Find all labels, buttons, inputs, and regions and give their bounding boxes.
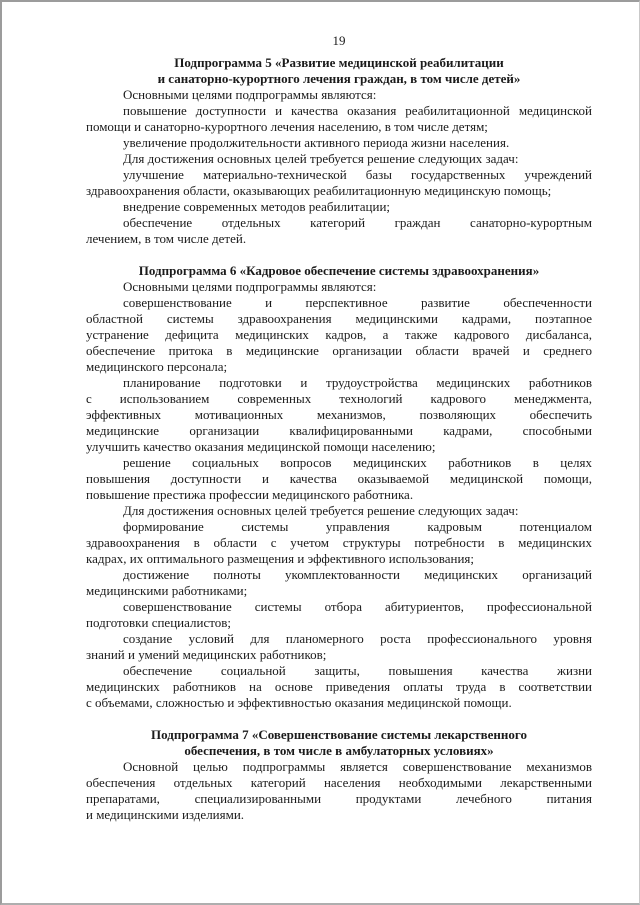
text-line: повышение доступности и качества оказания реабилитационной медицинской: [123, 103, 592, 118]
paragraph: [86, 135, 592, 151]
text-line: Основной целью подпрограммы является совершенствование механизмов: [123, 759, 592, 774]
text-line: внедрение современных методов реабилитации;: [123, 199, 391, 214]
text-line: медицинскими работниками;: [86, 583, 248, 598]
text-line: и медицинскими изделиями.: [86, 807, 245, 822]
text-line: медицинского персонала;: [86, 359, 228, 374]
text-line: улучшить качество оказания медицинской помощи населению;: [86, 439, 436, 454]
text-line: препаратами, специализированными продуктами лечебного питания: [86, 791, 592, 806]
paragraph: [86, 455, 592, 503]
text-line: совершенствование системы отбора абитуриентов, профессиональной: [123, 599, 592, 614]
text-line: совершенствование и перспективное развитие обеспеченности: [123, 295, 592, 310]
text-line: лечением, в том числе детей.: [86, 231, 247, 246]
paragraph: [86, 103, 592, 135]
heading-line: Подпрограмма 5 «Развитие медицинской реабилитации: [174, 55, 504, 70]
text-line: Основными целями подпрограммы являются:: [123, 279, 377, 294]
paragraph: [86, 599, 592, 631]
paragraph: [86, 199, 592, 215]
text-line: эффективных мотивационных механизмов, позволяющих обеспечить: [86, 407, 592, 422]
text-line: Для достижения основных целей требуется решение следующих задач:: [123, 151, 519, 166]
text-line: медицинские организации квалифицированными кадрами, способными: [86, 423, 592, 438]
text-line: обеспечения отдельных категорий населения необходимыми лекарственными: [86, 775, 592, 790]
text-line: улучшение материально-технической базы государственных учреждений: [123, 167, 592, 182]
paragraph: [86, 151, 592, 167]
text-line: Основными целями подпрограммы являются:: [123, 87, 377, 102]
text-line: решение социальных вопросов медицинских работников в целях: [123, 455, 592, 470]
text-line: обеспечение притока в медицинские организации области врачей и среднего: [86, 343, 592, 358]
text-line: планирование подготовки и трудоустройства медицинских работников: [123, 375, 592, 390]
paragraph: [86, 503, 592, 519]
section-subprogram-6: [86, 263, 592, 711]
text-line: знаний и умений медицинских работников;: [86, 647, 327, 662]
paragraph: [86, 759, 592, 823]
document-sections: [86, 55, 592, 823]
heading-line: Подпрограмма 7 «Совершенствование системы лекарственного: [151, 727, 527, 742]
text-line: устранение дефицита медицинских кадров, а также кадрового дисбаланса,: [86, 327, 592, 342]
paragraph: [86, 167, 592, 199]
paragraph: [86, 295, 592, 375]
text-line: с использованием современных технологий кадрового менеджмента,: [86, 391, 592, 406]
paragraph: [86, 567, 592, 599]
text-line: здравоохранения области, оказывающих реабилитационную медицинскую помощь;: [86, 183, 552, 198]
section-subprogram-7: [86, 727, 592, 823]
paragraph: [86, 663, 592, 711]
text-line: формирование системы управления кадровым потенциалом: [123, 519, 592, 534]
text-line: Для достижения основных целей требуется решение следующих задач:: [123, 503, 519, 518]
text-line: обеспечение социальной защиты, повышения качества жизни: [123, 663, 592, 678]
document-content: [86, 33, 592, 823]
text-line: областной системы здравоохранения медицинскими кадрами, поэтапное: [86, 311, 592, 326]
heading-line: и санаторно-курортного лечения граждан, в том числе детей»: [157, 71, 521, 86]
text-line: достижение полноты укомплектованности медицинских организаций: [123, 567, 592, 582]
text-line: повышение престижа профессии медицинского работника.: [86, 487, 414, 502]
heading-line: Подпрограмма 6 «Кадровое обеспечение системы здравоохранения»: [138, 263, 540, 278]
text-line: помощи и санаторно-курортного лечения населению, в том числе детям;: [86, 119, 488, 134]
heading-line: обеспечения, в том числе в амбулаторных условиях»: [184, 743, 494, 758]
text-line: создание условий для планомерного роста профессионального уровня: [123, 631, 592, 646]
text-line: медицинских работников на основе приведения оплаты труда в соответствии: [86, 679, 592, 694]
paragraph: [86, 519, 592, 567]
paragraph: [86, 375, 592, 455]
text-line: обеспечение отдельных категорий граждан санаторно-курортным: [123, 215, 592, 230]
page-number: 19: [332, 33, 346, 48]
text-line: увеличение продолжительности активного периода жизни населения.: [123, 135, 510, 150]
text-line: кадрах, их оптимального размещения и эффективного использования;: [86, 551, 474, 566]
text-line: здравоохранения в области с учетом структуры потребности в медицинских: [86, 535, 592, 550]
paragraph: [86, 631, 592, 663]
section-subprogram-5: [86, 55, 592, 247]
paragraph: [86, 87, 592, 103]
text-line: с объемами, сложностью и эффективностью оказания медицинской помощи.: [86, 695, 512, 710]
paragraph: [86, 215, 592, 247]
text-line: повышения доступности и качества оказываемой медицинской помощи,: [86, 471, 592, 486]
paragraph: [86, 279, 592, 295]
text-line: подготовки специалистов;: [86, 615, 231, 630]
